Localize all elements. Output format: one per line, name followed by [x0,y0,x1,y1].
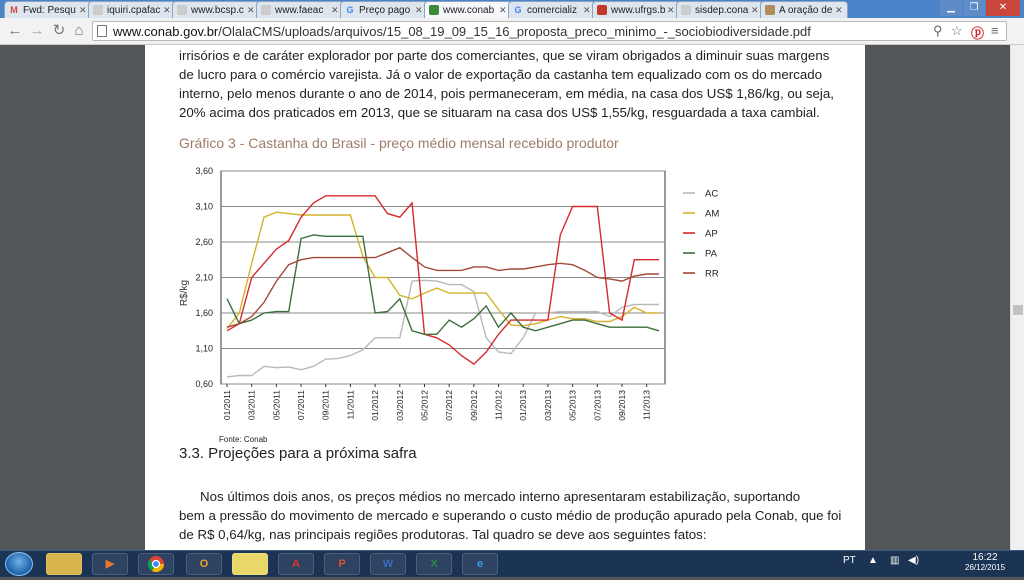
y-tick-label: 2,10 [195,272,213,283]
tab-favicon-icon [681,5,691,15]
scroll-thumb[interactable] [1013,305,1023,315]
paragraph-line: Nos últimos dois anos, os preços médios no mercado interno apresentaram estabilização, suportando [200,489,801,504]
tab-favicon-icon: M [10,5,18,15]
minimize-button[interactable]: ▁ [940,0,962,16]
tab-close-icon[interactable]: ✕ [751,4,759,15]
ie-taskbar-icon[interactable]: e [462,553,498,575]
vertical-scrollbar[interactable] [1010,45,1024,550]
outlook-taskbar-icon[interactable]: O [186,553,222,575]
tab-close-icon[interactable]: ✕ [163,4,171,15]
browser-tab[interactable] [592,1,680,18]
tab-close-icon[interactable]: ✕ [331,4,339,15]
menu-icon[interactable]: ≡ [991,23,999,38]
tab-label: Preço pago [359,4,411,16]
x-tick-label: 07/2012 [444,390,455,421]
media-player-taskbar-icon[interactable]: ▶ [92,553,128,575]
tab-close-icon[interactable]: ✕ [79,4,87,15]
x-tick-label: 07/2013 [592,390,603,421]
browser-tab[interactable] [508,1,596,18]
x-tick-label: 11/2011 [345,390,356,420]
tab-label: www.ufrgs.b [611,4,666,16]
clock-time: 16:22 [972,552,998,563]
legend-label: AP [705,228,718,240]
x-tick-label: 07/2011 [296,390,307,421]
tab-favicon-icon [177,5,187,15]
tab-label: www.bcsp.c [191,4,244,16]
paragraph-line: irrisórios e de caráter explorador por parte dos comerciantes, que se viram obrigados a diminuir suas margens [179,48,830,63]
chart-title: Gráfico 3 - Castanha do Brasil - preço médio mensal recebido produtor [179,135,619,151]
chrome-taskbar-icon[interactable] [138,553,174,575]
legend-label: AM [705,208,720,220]
tab-label: Fwd: Pesqu [23,4,76,16]
volume-icon[interactable]: ◀) [908,555,920,566]
clock-date: 26/12/2015 [965,563,1006,572]
url-host: www.conab.gov.br [113,24,219,39]
paragraph-line: 20% acima dos praticados em 2013, que se situaram na casa dos US$ 1,55/kg, resguardada a taxa cambial. [179,105,820,120]
tab-close-icon[interactable]: ✕ [499,4,507,15]
address-bar[interactable] [92,21,1007,41]
powerpoint-taskbar-icon[interactable]: P [324,553,360,575]
legend-label: PA [705,248,717,260]
tab-favicon-icon: G [514,5,522,15]
y-tick-label: 1,10 [195,343,213,354]
y-tick-label: 2,60 [195,237,213,247]
bookmark-star-icon[interactable]: ☆ [951,23,963,38]
tab-close-icon[interactable]: ✕ [835,4,843,15]
url-path: /OlalaCMS/uploads/arquivos/15_08_19_09_15_16_proposta_preco_minimo_-_sociobiodiversidade.pdf [218,24,811,39]
chart-source: Fonte: Conab [219,435,268,444]
tab-close-icon[interactable]: ✕ [583,4,591,15]
browser-tab[interactable] [88,1,176,18]
x-tick-label: 09/2013 [616,390,627,421]
paragraph-line: de R$ 0,64/kg, nas principais regiões produtoras. Tal quadro se deve aos seguintes fatos: [179,527,707,542]
browser-tab[interactable] [340,1,428,18]
forward-button[interactable]: → [29,22,45,39]
x-tick-label: 01/2013 [518,390,529,421]
x-tick-label: 01/2011 [222,390,232,421]
tab-favicon-icon [597,5,607,15]
tab-label: iquiri.cpafac [107,4,161,16]
paragraph-line: interno, pelo menos durante o ano de 2014, pois permaneceram, em média, na casa dos US$ 1,86/kg, ou seja, [179,86,834,101]
series-line-ap [227,196,659,364]
windows-taskbar [0,550,1024,577]
explorer-taskbar-icon[interactable] [46,553,82,575]
tab-strip [0,0,1024,18]
y-tick-label: 3,10 [195,201,213,212]
tab-close-icon[interactable]: ✕ [667,4,675,15]
home-button[interactable]: ⌂ [74,22,84,39]
pdf-page [145,45,865,550]
excel-taskbar-icon[interactable]: X [416,553,452,575]
legend-label: RR [705,268,719,280]
x-tick-label: 03/2013 [542,390,553,421]
browser-tab[interactable] [4,1,92,18]
pinterest-icon[interactable]: ⓟ [971,26,985,41]
tab-label: comercializ [527,4,578,16]
section-heading: 3.3. Projeções para a próxima safra [179,445,417,462]
page-icon [97,25,107,37]
tab-favicon-icon [429,5,439,15]
start-button[interactable] [5,552,33,576]
paragraph-line: de lucro para o comércio varejista. Já o valor de exportação da castanha tem equalizado com os do mercado [179,67,823,82]
network-icon[interactable]: ▥ [890,555,900,566]
tab-label: A oração de [779,4,833,16]
browser-tab[interactable] [256,1,344,18]
x-tick-label: 01/2012 [370,390,381,421]
browser-tab[interactable] [172,1,260,18]
pdf-reader-taskbar-icon[interactable]: A [278,553,314,575]
y-tick-label: 3,60 [195,166,213,176]
tab-close-icon[interactable]: ✕ [247,4,255,15]
tab-label: sisdep.cona [695,4,749,16]
word-taskbar-icon[interactable]: W [370,553,406,575]
tray-arrow-icon[interactable]: ▲ [868,555,878,566]
tab-label: www.faeac [275,4,324,16]
url-text [113,24,811,39]
tab-favicon-icon [765,5,775,15]
tab-favicon-icon: G [346,5,354,15]
back-button[interactable]: ← [7,22,23,39]
price-chart [165,163,725,463]
x-tick-label: 05/2013 [567,390,578,421]
x-tick-label: 09/2012 [468,390,479,421]
browser-tab[interactable] [760,1,848,18]
y-tick-label: 1,60 [195,308,213,318]
browser-tab[interactable] [676,1,764,18]
tab-label: www.conab [443,4,495,16]
x-tick-label: 11/2012 [493,390,504,421]
x-tick-label: 03/2012 [394,390,405,421]
x-tick-label: 11/2013 [641,389,652,421]
legend-label: AC [705,188,719,200]
series-line-rr [227,248,659,328]
zoom-search-icon[interactable]: ⚲ [933,23,943,38]
folder-taskbar-icon[interactable] [232,553,268,575]
maximize-button[interactable]: ❐ [963,0,985,16]
language-indicator[interactable]: PT [843,555,856,566]
series-line-pa [227,235,659,334]
y-axis-label: R$/kg [179,279,190,307]
x-tick-label: 05/2011 [271,390,282,421]
clock[interactable] [965,552,1005,572]
browser-toolbar [0,18,1024,45]
x-tick-label: 05/2012 [419,390,430,421]
browser-tab[interactable] [424,1,512,18]
tab-favicon-icon [261,5,271,15]
x-tick-label: 03/2011 [246,390,257,421]
close-window-button[interactable]: ✕ [986,0,1020,16]
y-tick-label: 0,60 [195,379,213,389]
tab-favicon-icon [93,5,103,15]
tab-close-icon[interactable]: ✕ [415,4,423,15]
x-tick-label: 09/2011 [320,390,331,421]
reload-button[interactable]: ↻ [52,22,66,39]
paragraph-line: bem a pressão do movimento de mercado e superando o custo médio de produção apurado pela Conab, que foi [179,508,842,523]
